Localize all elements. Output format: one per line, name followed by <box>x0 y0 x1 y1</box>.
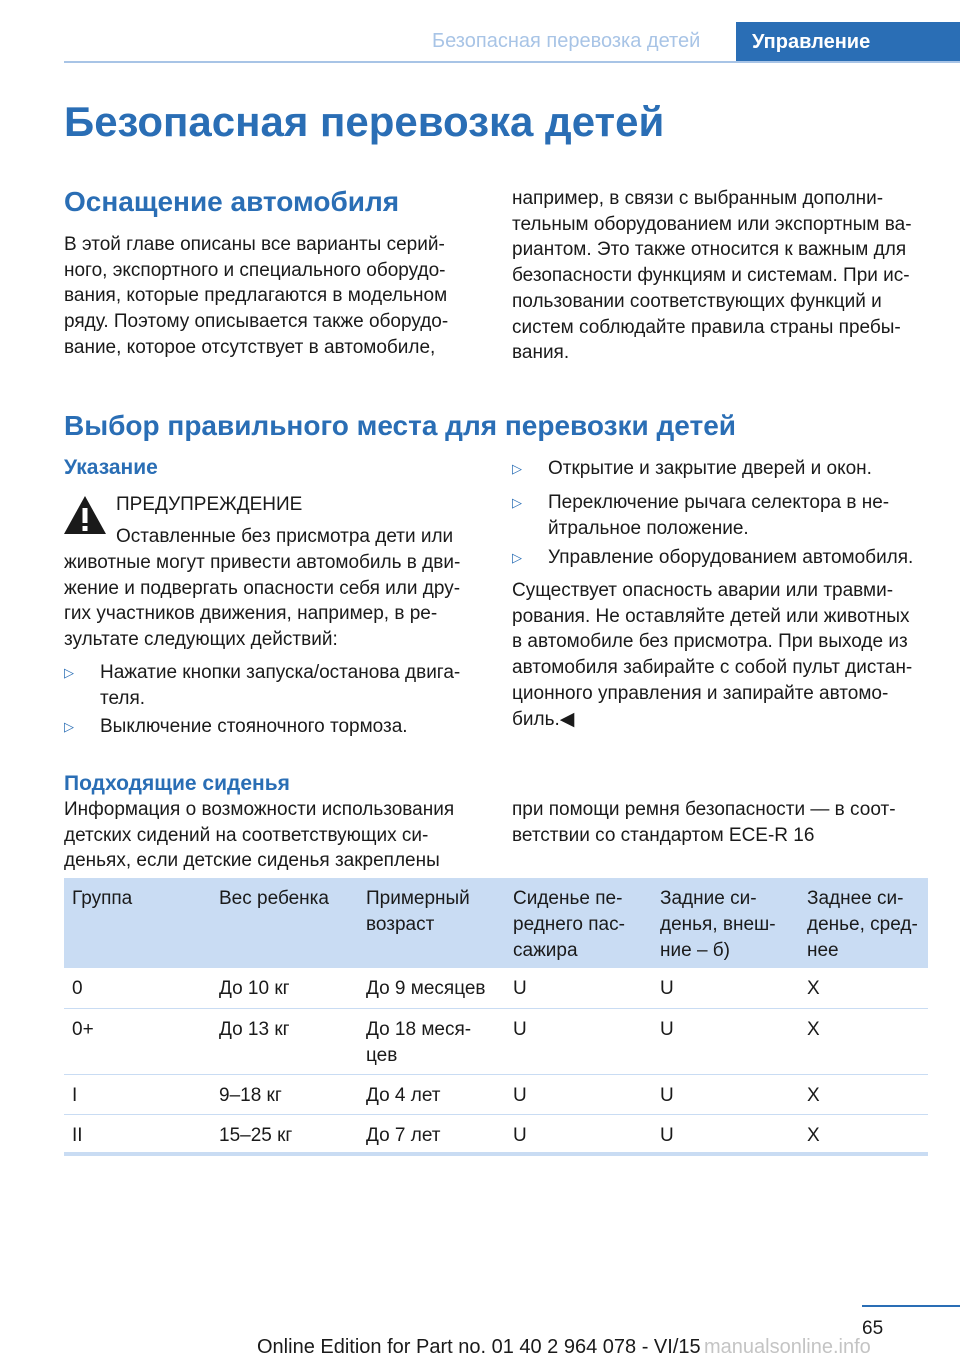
header-line: Примерный <box>366 888 470 909</box>
header-chapter-tab[interactable] <box>736 22 960 63</box>
list-item <box>512 545 913 571</box>
cell-text: X <box>807 1018 820 1040</box>
page-title: Безопасная перевозка детей <box>64 98 665 145</box>
warning-conclusion <box>512 578 912 732</box>
cell-text: U <box>660 1124 674 1146</box>
cell-text: 9–18 кг <box>219 1084 282 1106</box>
text-line: при помощи ремня безопасности — в соот- <box>512 799 896 820</box>
header-line: нее <box>807 940 839 961</box>
table-cell <box>211 1114 358 1154</box>
cell-text: U <box>660 1084 674 1106</box>
column-header <box>358 878 505 968</box>
edition-info: Online Edition for Part no. 01 40 2 964 078 - VI/15 <box>257 1336 701 1358</box>
header-line: денье, сред- <box>807 914 918 935</box>
equipment-heading: Оснащение автомобиля <box>64 186 400 217</box>
list-item-line: Нажатие кнопки запуска/останова двига- <box>100 662 461 683</box>
table-cell <box>799 1008 928 1074</box>
table-row <box>64 1008 928 1074</box>
table-cell <box>652 1008 799 1074</box>
table-cell <box>358 1114 505 1154</box>
text-line: жение и подвергать опасности себя или дру- <box>64 577 461 599</box>
cell-text: 0+ <box>72 1018 94 1040</box>
header-line: возраст <box>366 914 435 935</box>
text-line: безопасности функциям и системам. При ис- <box>512 265 910 287</box>
text-line: тельным оборудованием или экспортным ва- <box>512 213 912 235</box>
cell-text: X <box>807 1084 820 1106</box>
child-seat-table <box>64 878 928 1156</box>
header-line: ние – б) <box>660 940 731 961</box>
text-line: ветствии со стандартом ECE-R 16 <box>512 824 815 846</box>
watermark: manualsonline.info <box>704 1336 871 1358</box>
cell-text: До 9 месяцев <box>366 978 486 999</box>
text-line: вание, которое отсутствует в автомобиле, <box>64 336 436 358</box>
text-line: ционного управления и запирайте автомо- <box>512 682 889 704</box>
list-item-line: йтральное положение. <box>548 517 749 539</box>
table-header-row <box>64 878 928 968</box>
text-line: гих участников движения, например, в ре- <box>64 603 438 625</box>
table-row <box>64 1074 928 1114</box>
warning-first-line: Оставленные без присмотра дети или <box>116 526 454 547</box>
place-heading: Выбор правильного места для перевозки детей <box>64 410 736 441</box>
seats-left-text <box>64 797 454 874</box>
seats-right-text <box>512 797 896 848</box>
list-item-line: Открытие и закрытие дверей и окон. <box>548 458 872 479</box>
table-cell <box>64 968 211 1008</box>
column-header <box>505 878 652 968</box>
text-line: В этой главе описаны все варианты серий- <box>64 234 445 255</box>
table-cell <box>652 1074 799 1114</box>
cell-text: II <box>72 1124 83 1146</box>
text-line: риантом. Это также относится к важным для <box>512 239 907 261</box>
column-header <box>64 878 211 968</box>
table-cell <box>652 1114 799 1154</box>
cell-text: До 7 лет <box>366 1124 441 1146</box>
text-line: вания. <box>512 342 570 364</box>
header-line: сажира <box>513 940 578 961</box>
header-line: Задние си- <box>660 888 757 909</box>
cell-text: U <box>660 978 674 999</box>
table-row <box>64 968 928 1008</box>
list-item-line: Переключение рычага селектора в не- <box>548 492 890 513</box>
cell-text: U <box>513 1018 527 1040</box>
cell-text: цев <box>366 1044 398 1066</box>
cell-text: U <box>660 1018 674 1040</box>
triangle-right-icon: ▷ <box>512 461 522 476</box>
table-cell <box>358 1008 505 1074</box>
text-line: Информация о возможности использования <box>64 799 455 820</box>
warning-triangle-icon <box>62 494 108 536</box>
triangle-right-icon: ▷ <box>512 550 522 565</box>
cell-text: X <box>807 978 820 999</box>
table-cell <box>799 968 928 1008</box>
text-line: животные могут привести автомобиль в дви- <box>64 552 461 573</box>
triangle-right-icon: ▷ <box>64 665 74 680</box>
text-line: в автомобиле без присмотра. При выходе из <box>512 631 908 653</box>
table-cell <box>799 1074 928 1114</box>
text-line: пользовании соответствующих функций и <box>512 290 882 312</box>
cell-text: До 13 кг <box>219 1018 290 1040</box>
list-item <box>64 714 408 740</box>
table-cell <box>64 1074 211 1114</box>
text-line: Существует опасность аварии или травми- <box>512 580 894 601</box>
text-line: детских сидений на соответствующих си- <box>64 824 429 846</box>
cell-text: X <box>807 1124 820 1146</box>
cell-text: U <box>513 1124 527 1146</box>
warning-label: ПРЕДУПРЕЖДЕНИЕ <box>116 494 303 515</box>
table-cell <box>505 1074 652 1114</box>
list-item <box>512 490 889 541</box>
table-cell <box>505 968 652 1008</box>
header-chapter-label: Управление <box>752 31 871 53</box>
table-cell <box>505 1008 652 1074</box>
header-section-title: Безопасная перевозка детей <box>432 30 701 52</box>
note-heading: Указание <box>64 456 158 479</box>
table-cell <box>799 1114 928 1154</box>
warning-text <box>64 550 460 653</box>
header-line: Вес ребенка <box>219 888 329 909</box>
column-header <box>799 878 928 968</box>
text-line: ного, экспортного и специального оборудо- <box>64 259 446 281</box>
column-header <box>652 878 799 968</box>
header-line: Сиденье пе- <box>513 888 623 909</box>
text-line: биль.◀ <box>512 708 575 730</box>
header-line: Группа <box>72 888 133 909</box>
cell-text: 15–25 кг <box>219 1124 293 1146</box>
table-cell <box>505 1114 652 1154</box>
text-line: вания, которые предлагаются в модельном <box>64 285 448 307</box>
text-line: зультате следующих действий: <box>64 629 338 651</box>
cell-text: U <box>513 978 527 999</box>
cell-text: До 10 кг <box>219 978 290 999</box>
table-cell <box>211 1008 358 1074</box>
table-cell <box>652 968 799 1008</box>
header-line: Заднее си- <box>807 888 904 909</box>
table-row <box>64 1114 928 1154</box>
header-line: реднего пас- <box>513 914 625 935</box>
cell-text: До 4 лет <box>366 1084 441 1106</box>
header-line: денья, внеш- <box>660 914 776 935</box>
list-item <box>512 456 872 482</box>
table-cell <box>211 968 358 1008</box>
column-header <box>211 878 358 968</box>
triangle-right-icon: ▷ <box>512 495 522 510</box>
triangle-right-icon: ▷ <box>64 719 74 734</box>
equipment-right-text <box>512 186 912 366</box>
table-cell <box>358 968 505 1008</box>
text-line: автомобиля забирайте с собой пульт дистан- <box>512 657 913 679</box>
text-line: систем соблюдайте правила страны пребы- <box>512 316 901 338</box>
table-cell <box>211 1074 358 1114</box>
header-divider <box>64 61 960 63</box>
list-item-line: теля. <box>100 687 146 709</box>
text-line: например, в связи с выбранным дополни- <box>512 188 884 209</box>
list-item-line: Управление оборудованием автомобиля. <box>548 547 914 568</box>
cell-text: 0 <box>72 978 83 999</box>
page-number: 65 <box>862 1318 884 1339</box>
cell-text: U <box>513 1084 527 1106</box>
cell-text: I <box>72 1084 78 1106</box>
table-cell <box>64 1008 211 1074</box>
seats-heading: Подходящие сиденья <box>64 772 290 795</box>
text-line: деньях, если детские сиденья закреплены <box>64 850 440 872</box>
footer-divider <box>862 1305 960 1307</box>
list-item <box>64 660 460 711</box>
list-item-line: Выключение стояночного тормоза. <box>100 716 408 737</box>
table-cell <box>64 1114 211 1154</box>
equipment-left-text <box>64 232 448 361</box>
text-line: ряду. Поэтому описывается также оборудо- <box>64 311 449 333</box>
cell-text: До 18 меся- <box>366 1018 472 1040</box>
text-line: рования. Не оставляйте детей или животных <box>512 605 910 627</box>
table-cell <box>358 1074 505 1114</box>
